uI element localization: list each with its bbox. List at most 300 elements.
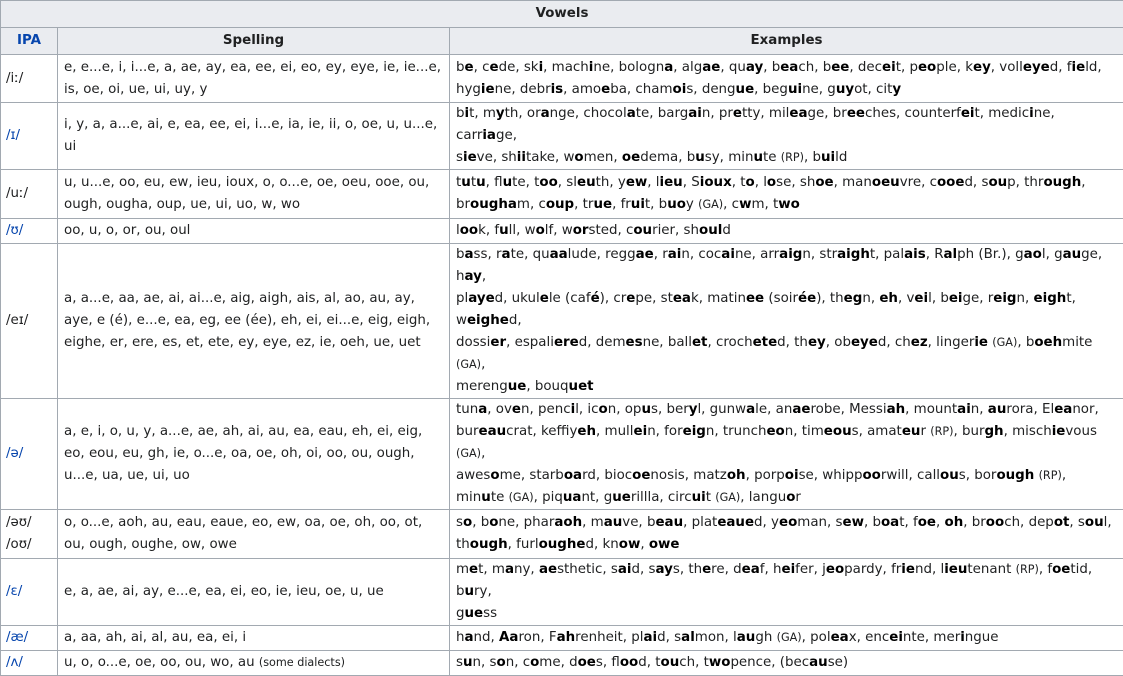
ipa-header[interactable]: [1, 28, 58, 55]
example-text: ,: [481, 357, 485, 372]
spelling-cell: [58, 244, 450, 399]
example-text: n,: [971, 402, 988, 417]
example-text: , langu: [740, 490, 786, 505]
spelling-highlight: ae: [702, 60, 720, 75]
example-text: n, trunch: [706, 424, 767, 439]
example-text: , espali: [506, 335, 554, 350]
table-row: [1, 559, 1123, 626]
spelling-highlight: eu: [902, 424, 921, 439]
spelling-highlight: owe: [649, 537, 680, 552]
example-text: d: [722, 223, 731, 238]
example-text: , r: [654, 247, 668, 262]
spelling-highlight: ei: [914, 291, 928, 306]
dialect-note: (GA): [509, 491, 534, 504]
ipa-cell[interactable]: [1, 626, 58, 651]
spelling-highlight: ew: [843, 515, 864, 530]
example-text: s: [456, 515, 463, 530]
example-text: tty, mil: [742, 106, 789, 121]
spelling-highlight: uo: [667, 197, 686, 212]
example-text: l, b: [928, 291, 949, 306]
dialect-note: (GA): [456, 358, 481, 371]
spelling-highlight: o: [745, 175, 754, 190]
example-text: ne, debr: [495, 82, 551, 97]
example-text: tid, b: [456, 562, 1092, 599]
spelling-text: e, e...e, i, i...e, a, ae, ay, ea, ee, ei, eo, ey, eye, ie, ie...e, is, oe, oi, ue, ui, uy, y: [64, 60, 441, 97]
example-text: sthetic, s: [557, 562, 618, 577]
spelling-highlight: uet: [569, 379, 594, 394]
spelling-highlight: y: [689, 402, 698, 417]
spelling-highlight: oa: [881, 515, 899, 530]
spelling-highlight: au: [988, 402, 1007, 417]
table-row: [1, 103, 1123, 170]
example-text: fer, j: [795, 562, 826, 577]
example-text: , m: [582, 515, 604, 530]
spelling-highlight: ei: [961, 106, 975, 121]
example-text: ne, g: [802, 82, 836, 97]
ipa-link[interactable]: /ɛ/: [6, 584, 22, 599]
ipa-header-link[interactable]: IPA: [17, 33, 41, 48]
example-text: ry,: [474, 584, 492, 599]
example-text: s, th: [673, 562, 702, 577]
spelling-highlight: e: [465, 60, 474, 75]
spelling-highlight: ot: [1054, 515, 1070, 530]
spelling-highlight: u: [481, 490, 491, 505]
examples-cell: [450, 559, 1123, 626]
dialect-note: (GA): [992, 336, 1017, 349]
spelling-highlight: a: [541, 106, 550, 121]
example-text: , c: [723, 197, 739, 212]
spelling-highlight: i: [589, 60, 594, 75]
spelling-highlight: u: [476, 175, 486, 190]
spelling-highlight: ah: [557, 630, 576, 645]
ipa-symbol: /iː/: [6, 71, 23, 86]
table-row: [1, 651, 1123, 676]
spelling-text: u, o, o...e, oe, oo, ou, wo, au: [64, 655, 255, 670]
spelling-highlight: ei: [882, 60, 896, 75]
example-text: h: [456, 630, 465, 645]
example-text: ,: [1081, 175, 1085, 190]
spelling-highlight: ei: [634, 424, 648, 439]
example-text: , c: [474, 60, 490, 75]
spelling-highlight: ou: [661, 655, 680, 670]
example-text: ss: [483, 606, 497, 621]
spelling-highlight: wo: [778, 197, 800, 212]
spelling-highlight: oe: [815, 175, 833, 190]
spelling-highlight: ah: [887, 402, 906, 417]
spelling-highlight: a: [505, 562, 514, 577]
example-text: pardy, fr: [844, 562, 901, 577]
spelling-highlight: ais: [904, 247, 926, 262]
example-text: s: [456, 655, 463, 670]
example-text: lude, regg: [568, 247, 636, 262]
spelling-highlight: ia: [482, 128, 496, 143]
example-text: , l: [755, 175, 767, 190]
example-text: s, bor: [959, 468, 997, 483]
example-text: sy, min: [705, 150, 754, 165]
spelling-highlight: e: [601, 82, 610, 97]
ipa-cell: [1, 244, 58, 399]
spelling-highlight: y: [892, 82, 901, 97]
example-text: ss, r: [474, 247, 502, 262]
example-text: nt, g: [581, 490, 612, 505]
spelling-cell: [58, 219, 450, 244]
example-text: lf, w: [545, 223, 573, 238]
example-text: l: [456, 223, 460, 238]
example-text: me, starb: [500, 468, 564, 483]
ipa-link[interactable]: /ə/: [6, 446, 23, 461]
example-text: se, sh: [776, 175, 815, 190]
spelling-highlight: ooe: [937, 175, 964, 190]
example-text: pl: [456, 291, 468, 306]
ipa-cell[interactable]: [1, 559, 58, 626]
spelling-highlight: au: [1063, 247, 1082, 262]
example-text: , voll: [991, 60, 1023, 75]
spelling-highlight: eye: [1023, 60, 1050, 75]
example-text: ne, bologn: [593, 60, 664, 75]
spelling-highlight: eau: [479, 424, 507, 439]
ipa-cell: [1, 170, 58, 219]
spelling-highlight: au: [604, 515, 623, 530]
example-text: d, ukul: [495, 291, 540, 306]
example-text: ge, br: [808, 106, 847, 121]
spelling-highlight: ai: [644, 630, 658, 645]
ipa-cell[interactable]: [1, 219, 58, 244]
table-row: [1, 244, 1123, 399]
ipa-link[interactable]: /ʊ/: [6, 223, 23, 238]
spelling-highlight: u: [641, 402, 651, 417]
spelling-cell: [58, 170, 450, 219]
dialect-note: (RP): [1039, 469, 1062, 482]
example-text: d, t: [638, 655, 660, 670]
example-text: , R: [926, 247, 944, 262]
example-text: ,: [640, 537, 649, 552]
dialect-note: (GA): [698, 198, 723, 211]
table-row: [1, 399, 1123, 510]
example-text: d, ch: [878, 335, 911, 350]
spelling-highlight: oo: [460, 223, 478, 238]
spelling-highlight: u: [695, 150, 705, 165]
example-text: (soir: [764, 291, 798, 306]
spelling-highlight: ough: [470, 537, 508, 552]
spelling-highlight: ui: [788, 82, 802, 97]
example-text: robe, Messi: [810, 402, 886, 417]
example-text: t, medic: [974, 106, 1029, 121]
example-text: rwill, call: [881, 468, 940, 483]
example-text: dema, b: [640, 150, 695, 165]
example-text: , fl: [486, 175, 503, 190]
example-text: n, penc: [521, 402, 571, 417]
example-text: bur: [456, 424, 479, 439]
spelling-text: u, u...e, oo, eu, ew, ieu, ioux, o, o...e, oe, oeu, ooe, ou, ough, ougha, oup, ue, ui, uo, w, wo: [64, 175, 429, 212]
example-text: gh: [755, 630, 776, 645]
examples-header: Examples: [450, 28, 1123, 55]
example-text: ch, t: [679, 655, 709, 670]
example-text: min: [456, 490, 481, 505]
spelling-highlight: oi: [673, 82, 687, 97]
spelling-highlight: ie: [1072, 60, 1086, 75]
ipa-symbol-alt: /oʊ/: [6, 537, 32, 552]
example-text: , alg: [673, 60, 702, 75]
example-text: m, c: [517, 197, 546, 212]
example-text: n, for: [647, 424, 682, 439]
example-text: , croch: [707, 335, 752, 350]
dialect-note: (RP): [1016, 563, 1039, 576]
example-text: te, t: [512, 175, 539, 190]
example-text: ron, F: [518, 630, 556, 645]
example-text: ne, carr: [456, 106, 1055, 143]
example-text: , sl: [558, 175, 577, 190]
spelling-highlight: a: [746, 402, 755, 417]
spelling-highlight: ou: [940, 468, 959, 483]
spelling-highlight: ay: [746, 60, 763, 75]
spelling-highlight: a: [664, 60, 673, 75]
example-text: , man: [834, 175, 872, 190]
spelling-highlight: a: [465, 247, 474, 262]
example-text: , dec: [849, 60, 882, 75]
example-text: s, deng: [686, 82, 735, 97]
spelling-highlight: ei: [949, 291, 963, 306]
spelling-highlight: o: [574, 150, 583, 165]
spelling-highlight: e: [469, 562, 478, 577]
spelling-highlight: oughe: [539, 537, 586, 552]
spelling-highlight: a: [627, 106, 636, 121]
example-text: , b: [804, 150, 821, 165]
spelling-highlight: aoh: [554, 515, 582, 530]
example-text: t, f: [899, 515, 917, 530]
example-text: n,: [1017, 291, 1034, 306]
spelling-highlight: eig: [683, 424, 706, 439]
spelling-highlight: al: [681, 630, 695, 645]
example-text: n, pr: [702, 106, 733, 121]
example-text: men,: [584, 150, 622, 165]
spelling-highlight: ei: [781, 562, 795, 577]
example-text: s, fl: [596, 655, 620, 670]
example-text: , porp: [746, 468, 785, 483]
example-text: ,: [1062, 468, 1066, 483]
example-text: f, h: [760, 562, 782, 577]
example-text: ld: [835, 150, 847, 165]
spelling-highlight: ea: [789, 106, 807, 121]
example-text: t, b: [645, 197, 667, 212]
example-text: n, op: [608, 402, 642, 417]
example-text: awes: [456, 468, 490, 483]
example-text: d, th: [777, 335, 808, 350]
spelling-highlight: es: [626, 335, 643, 350]
example-text: k, matin: [691, 291, 746, 306]
spelling-highlight: ea: [673, 291, 691, 306]
spelling-highlight: ai: [618, 562, 632, 577]
example-text: n,: [862, 291, 879, 306]
example-text: ny,: [514, 562, 539, 577]
example-text: , pol: [802, 630, 831, 645]
spelling-highlight: eigh: [1034, 291, 1067, 306]
example-text: re, d: [711, 562, 741, 577]
example-text: , fr: [612, 197, 631, 212]
example-text: dossi: [456, 335, 490, 350]
spelling-highlight: oeh: [1034, 335, 1062, 350]
example-text: y: [686, 197, 698, 212]
spelling-highlight: u: [461, 175, 471, 190]
spelling-highlight: a: [465, 630, 474, 645]
ipa-cell[interactable]: [1, 651, 58, 676]
example-text: , f: [1039, 562, 1052, 577]
spelling-highlight: a: [478, 402, 487, 417]
example-text: te, qu: [511, 247, 550, 262]
example-text: , furl: [508, 537, 539, 552]
example-text: ll, w: [509, 223, 536, 238]
example-text: b: [456, 60, 465, 75]
example-text: ld,: [1085, 60, 1101, 75]
ipa-link[interactable]: /ɪ/: [6, 128, 20, 143]
spelling-highlight: ie: [901, 562, 915, 577]
spelling-highlight: ui: [692, 490, 706, 505]
example-text: , misch: [1004, 424, 1052, 439]
example-text: , v: [898, 291, 914, 306]
spelling-highlight: ieu: [660, 175, 683, 190]
example-text: , beg: [754, 82, 788, 97]
example-text: t, pal: [870, 247, 904, 262]
example-text: , ov: [487, 402, 512, 417]
example-text: m: [456, 562, 469, 577]
example-text: n, tim: [785, 424, 824, 439]
ipa-symbol: /eɪ/: [6, 313, 28, 328]
example-text: , piq: [534, 490, 563, 505]
example-text: n, c: [506, 655, 530, 670]
example-text: ch, dep: [1004, 515, 1054, 530]
spelling-highlight: eaue: [717, 515, 754, 530]
spelling-note: (some dialects): [259, 656, 345, 669]
example-text: b: [456, 247, 465, 262]
example-text: ,: [936, 515, 945, 530]
spelling-highlight: oe: [622, 150, 640, 165]
example-text: renheit, pl: [575, 630, 643, 645]
spelling-highlight: eh: [879, 291, 898, 306]
example-text: , b: [1017, 335, 1034, 350]
ipa-link[interactable]: /ʌ/: [6, 655, 23, 670]
example-text: vous: [1065, 424, 1097, 439]
spelling-highlight: or: [573, 223, 589, 238]
spelling-cell: [58, 559, 450, 626]
example-text: rd, bioc: [582, 468, 632, 483]
example-text: nd, l: [915, 562, 944, 577]
ipa-link[interactable]: /æ/: [6, 630, 28, 645]
spelling-highlight: ee: [831, 60, 849, 75]
spelling-highlight: ai: [668, 247, 682, 262]
dialect-note: (GA): [715, 491, 740, 504]
example-text: d, s: [964, 175, 988, 190]
spelling-highlight: ere: [554, 335, 579, 350]
spelling-highlight: ey: [973, 60, 991, 75]
example-text: , bur: [953, 424, 984, 439]
example-text: k, f: [478, 223, 499, 238]
spelling-highlight: oo: [862, 468, 880, 483]
spelling-highlight: ue: [465, 606, 484, 621]
table-row: [1, 55, 1123, 103]
example-text: nge, chocol: [550, 106, 627, 121]
example-text: d, s: [631, 562, 655, 577]
example-text: ), cr: [600, 291, 627, 306]
example-text: ), th: [816, 291, 843, 306]
spelling-highlight: u: [499, 223, 509, 238]
example-text: man, s: [797, 515, 842, 530]
example-text: d, kn: [586, 537, 619, 552]
example-text: g: [456, 606, 465, 621]
spelling-highlight: eg: [844, 291, 863, 306]
spelling-highlight: i: [465, 106, 470, 121]
spelling-highlight: o: [536, 223, 545, 238]
example-text: ch, b: [798, 60, 831, 75]
spelling-highlight: oo: [539, 175, 557, 190]
spelling-highlight: ae: [539, 562, 557, 577]
spelling-highlight: aig: [779, 247, 802, 262]
ipa-cell[interactable]: [1, 103, 58, 170]
spelling-highlight: ey: [808, 335, 826, 350]
dialect-note: (GA): [456, 447, 481, 460]
spelling-highlight: ie: [1052, 424, 1066, 439]
examples-cell: [450, 651, 1123, 676]
spelling-highlight: e: [512, 402, 521, 417]
example-text: nosis, matz: [650, 468, 726, 483]
spelling-highlight: o: [786, 490, 795, 505]
spelling-highlight: ée: [798, 291, 816, 306]
example-text: th, or: [505, 106, 541, 121]
spelling-text: a, aa, ah, ai, al, au, ea, ei, i: [64, 630, 246, 645]
spelling-highlight: u: [463, 655, 473, 670]
example-text: ge, r: [963, 291, 994, 306]
spelling-highlight: ei: [889, 630, 903, 645]
example-text: d, s: [657, 630, 681, 645]
spelling-highlight: oe: [918, 515, 936, 530]
dialect-note: (GA): [777, 631, 802, 644]
ipa-cell[interactable]: [1, 399, 58, 510]
example-text: te, barg: [636, 106, 688, 121]
spelling-highlight: o: [599, 402, 608, 417]
example-text: vre, c: [900, 175, 937, 190]
spelling-highlight: oe: [1052, 562, 1070, 577]
spelling-highlight: ai: [721, 247, 735, 262]
spelling-highlight: eh: [577, 424, 596, 439]
examples-cell: [450, 170, 1123, 219]
spelling-highlight: e: [626, 291, 635, 306]
example-text: rillla, circ: [631, 490, 692, 505]
spelling-highlight: oup: [546, 197, 574, 212]
spelling-highlight: oo: [620, 655, 638, 670]
example-text: t: [471, 175, 476, 190]
spelling-highlight: eo: [766, 424, 784, 439]
example-text: b: [456, 106, 465, 121]
spelling-cell: [58, 510, 450, 559]
spelling-highlight: ao: [1024, 247, 1042, 262]
spelling-highlight: ee: [847, 106, 865, 121]
ipa-cell: [1, 55, 58, 103]
example-text: , l: [647, 175, 659, 190]
examples-cell: [450, 399, 1123, 510]
example-text: t, w: [456, 291, 1076, 328]
spelling-highlight: aigh: [837, 247, 870, 262]
spelling-highlight: i: [1029, 106, 1034, 121]
examples-cell: [450, 219, 1123, 244]
spelling-highlight: ay: [655, 562, 672, 577]
examples-cell: [450, 626, 1123, 651]
example-text: d, y: [754, 515, 779, 530]
spelling-highlight: o: [463, 515, 472, 530]
spelling-text: e, a, ae, ai, ay, e...e, ea, ei, eo, ie, ieu, oe, u, ue: [64, 584, 384, 599]
example-text: , br: [963, 515, 986, 530]
spelling-highlight: o: [490, 468, 499, 483]
examples-cell: [450, 103, 1123, 170]
dialect-note: (RP): [781, 151, 804, 164]
example-text: l, ic: [575, 402, 598, 417]
